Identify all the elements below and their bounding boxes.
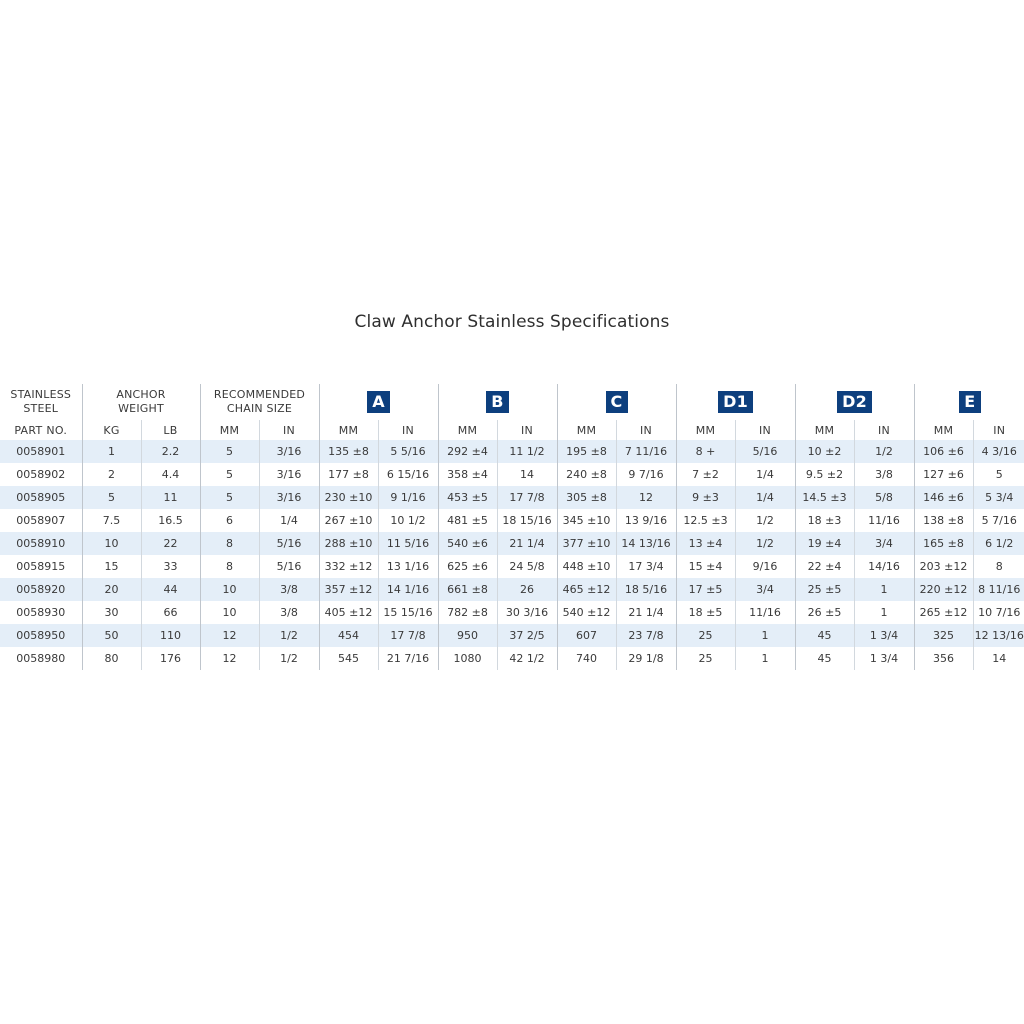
table-cell: 1/4	[735, 463, 795, 486]
part-number-cell: 0058950	[0, 624, 82, 647]
table-cell: 661 ±8	[438, 578, 497, 601]
table-cell: 5	[82, 486, 141, 509]
subheader-cell: MM	[200, 420, 259, 440]
table-cell: 110	[141, 624, 200, 647]
table-cell: 14 1/16	[378, 578, 438, 601]
table-cell: 3/8	[259, 601, 319, 624]
table-cell: 10	[200, 601, 259, 624]
table-cell: 5 7/16	[973, 509, 1024, 532]
dimension-badge: C	[606, 391, 628, 413]
table-cell: 3/16	[259, 486, 319, 509]
table-cell: 203 ±12	[914, 555, 973, 578]
table-cell: 11 1/2	[497, 440, 557, 463]
table-cell: 22 ±4	[795, 555, 854, 578]
table-cell: 288 ±10	[319, 532, 378, 555]
table-cell: 19 ±4	[795, 532, 854, 555]
header-dimension-e	[914, 384, 1024, 420]
table-cell: 14	[973, 647, 1024, 670]
subheader-cell: IN	[854, 420, 914, 440]
header-line: STAINLESS	[10, 388, 72, 401]
part-number-cell: 0058980	[16, 652, 66, 665]
table-cell: 481 ±5	[438, 509, 497, 532]
part-number-cell: 0058907	[16, 514, 66, 527]
header-dimension-d2	[795, 384, 914, 420]
table-cell: 9 7/16	[616, 463, 676, 486]
table-row	[0, 601, 1024, 624]
table-row	[0, 647, 1024, 670]
header-dimension-d1	[676, 384, 795, 420]
subheader-cell: IN	[616, 420, 676, 440]
subheader-cell: KG	[82, 420, 141, 440]
table-cell: 25 ±5	[795, 578, 854, 601]
table-cell: 1/2	[259, 647, 319, 670]
table-cell: 8	[973, 555, 1024, 578]
table-cell: 5	[200, 463, 259, 486]
table-cell: 12	[200, 624, 259, 647]
part-number-cell: 0058930	[16, 606, 66, 619]
table-cell: 15 ±4	[676, 555, 735, 578]
table-cell: 5 3/4	[973, 486, 1024, 509]
table-cell: 357 ±12	[319, 578, 378, 601]
table-cell: 50	[82, 624, 141, 647]
subheader-cell: IN	[735, 420, 795, 440]
table-cell: 13 ±4	[676, 532, 735, 555]
header-anchor-weight	[82, 384, 200, 420]
subheader-cell: MM	[319, 420, 378, 440]
table-cell: 454	[319, 624, 378, 647]
table-cell: 220 ±12	[914, 578, 973, 601]
table-cell: 11	[141, 486, 200, 509]
table-cell: 13 9/16	[616, 509, 676, 532]
table-cell: 12 13/16	[973, 624, 1024, 647]
table-cell: 177 ±8	[319, 463, 378, 486]
table-cell: 24 5/8	[497, 555, 557, 578]
table-cell: 21 7/16	[378, 647, 438, 670]
table-cell: 10	[200, 578, 259, 601]
table-cell: 15 15/16	[378, 601, 438, 624]
table-row	[0, 509, 1024, 532]
page-title: Claw Anchor Stainless Specifications	[354, 312, 670, 332]
table-cell: 1/4	[735, 486, 795, 509]
table-cell: 740	[557, 647, 616, 670]
table-cell: 23 7/8	[616, 624, 676, 647]
table-cell: 325	[914, 624, 973, 647]
table-cell: 6	[200, 509, 259, 532]
table-cell: 1/2	[735, 532, 795, 555]
table-body	[0, 440, 1024, 670]
dimension-badge: D2	[837, 391, 872, 413]
header-row	[0, 384, 1024, 420]
table-cell: 21 1/4	[616, 601, 676, 624]
table-cell: 5	[200, 486, 259, 509]
table-cell: 1/4	[259, 509, 319, 532]
subheader-cell: LB	[141, 420, 200, 440]
table-cell: 453 ±5	[438, 486, 497, 509]
table-cell: 37 2/5	[497, 624, 557, 647]
subheader-cell: IN	[378, 420, 438, 440]
table-cell: 540 ±6	[438, 532, 497, 555]
table-cell: 8	[200, 532, 259, 555]
table-cell: 165 ±8	[914, 532, 973, 555]
table-cell: 20	[82, 578, 141, 601]
table-cell: 1	[854, 578, 914, 601]
table-cell: 8	[200, 555, 259, 578]
dimension-badge: D1	[718, 391, 753, 413]
part-number-cell: 0058910	[0, 532, 82, 555]
table-cell: 45	[795, 624, 854, 647]
table-cell: 7.5	[82, 509, 141, 532]
table-cell: 12	[616, 486, 676, 509]
table-cell: 5 5/16	[378, 440, 438, 463]
table-cell: 292 ±4	[438, 440, 497, 463]
table-cell: 267 ±10	[319, 509, 378, 532]
part-number-cell: 0058920	[0, 578, 82, 601]
table-cell: 25	[676, 647, 735, 670]
table-cell: 240 ±8	[557, 463, 616, 486]
header-line: RECOMMENDED	[213, 388, 306, 401]
table-cell: 10 ±2	[795, 440, 854, 463]
part-number-cell: 0058905	[0, 486, 82, 509]
table-cell: 18 15/16	[497, 509, 557, 532]
table-cell: 7 11/16	[616, 440, 676, 463]
table-cell: 42 1/2	[497, 647, 557, 670]
table-cell: 18 ±3	[795, 509, 854, 532]
table-row	[0, 624, 1024, 647]
table-cell: 625 ±6	[438, 555, 497, 578]
subheader-cell: MM	[557, 420, 616, 440]
table-cell: 21 1/4	[497, 532, 557, 555]
table-cell: 540 ±12	[557, 601, 616, 624]
table-row	[0, 578, 1024, 601]
part-number-cell: 0058915	[16, 560, 66, 573]
table-cell: 1 3/4	[854, 647, 914, 670]
table-cell: 1080	[438, 647, 497, 670]
table-cell: 2.2	[141, 440, 200, 463]
table-cell: 3/8	[259, 578, 319, 601]
table-cell: 305 ±8	[557, 486, 616, 509]
table-cell: 6 15/16	[378, 463, 438, 486]
subheader-row	[0, 420, 1024, 440]
table-cell: 17 3/4	[616, 555, 676, 578]
table-cell: 3/4	[735, 578, 795, 601]
header-dimension-a	[319, 384, 438, 420]
table-cell: 9 ±3	[676, 486, 735, 509]
table-cell: 545	[319, 647, 378, 670]
table-cell: 16.5	[141, 509, 200, 532]
table-cell: 356	[914, 647, 973, 670]
subheader-cell: MM	[438, 420, 497, 440]
table-cell: 30 3/16	[497, 601, 557, 624]
table-cell: 1	[854, 601, 914, 624]
table-cell: 1/2	[259, 624, 319, 647]
table-cell: 8 11/16	[973, 578, 1024, 601]
table-cell: 1 3/4	[854, 624, 914, 647]
table-cell: 3/4	[854, 532, 914, 555]
table-cell: 26 ±5	[795, 601, 854, 624]
table-cell: 127 ±6	[914, 463, 973, 486]
table-cell: 135 ±8	[319, 440, 378, 463]
part-number-cell: 0058902	[16, 468, 66, 481]
table-cell: 18 5/16	[616, 578, 676, 601]
table-cell: 30	[82, 601, 141, 624]
table-cell: 5	[973, 463, 1024, 486]
table-cell: 345 ±10	[557, 509, 616, 532]
table-cell: 5	[200, 440, 259, 463]
table-row	[0, 463, 1024, 486]
subheader-cell: PART NO.	[14, 423, 68, 437]
table-cell: 138 ±8	[914, 509, 973, 532]
table-cell: 44	[141, 578, 200, 601]
header-line: ANCHOR	[116, 388, 166, 401]
subheader-cell: IN	[973, 420, 1024, 440]
table-cell: 11 5/16	[378, 532, 438, 555]
table-cell: 3/16	[259, 440, 319, 463]
table-cell: 1	[82, 440, 141, 463]
table-cell: 9 1/16	[378, 486, 438, 509]
header-line: CHAIN SIZE	[226, 402, 293, 415]
table-cell: 7 ±2	[676, 463, 735, 486]
table-cell: 6 1/2	[973, 532, 1024, 555]
subheader-cell: IN	[497, 420, 557, 440]
table-cell: 9/16	[735, 555, 795, 578]
table-cell: 10 7/16	[973, 601, 1024, 624]
table-cell: 14.5 ±3	[795, 486, 854, 509]
subheader-cell: MM	[676, 420, 735, 440]
table-cell: 1/2	[735, 509, 795, 532]
table-cell: 265 ±12	[914, 601, 973, 624]
table-cell: 405 ±12	[319, 601, 378, 624]
dimension-badge: B	[486, 391, 508, 413]
table-cell: 15	[82, 555, 141, 578]
subheader-cell: MM	[914, 420, 973, 440]
dimension-badge: E	[959, 391, 981, 413]
table-cell: 176	[141, 647, 200, 670]
part-number-cell: 0058901	[0, 440, 82, 463]
table-cell: 12.5 ±3	[676, 509, 735, 532]
table-cell: 195 ±8	[557, 440, 616, 463]
subheader-cell: MM	[795, 420, 854, 440]
header-dimension-b	[438, 384, 557, 420]
table-cell: 950	[438, 624, 497, 647]
table-cell: 1	[735, 624, 795, 647]
table-cell: 448 ±10	[557, 555, 616, 578]
table-cell: 80	[82, 647, 141, 670]
table-cell: 8 +	[676, 440, 735, 463]
header-dimension-c	[557, 384, 676, 420]
table-cell: 3/8	[854, 463, 914, 486]
header-stainless-steel	[0, 384, 82, 420]
table-cell: 14 13/16	[616, 532, 676, 555]
table-cell: 11/16	[735, 601, 795, 624]
table-cell: 377 ±10	[557, 532, 616, 555]
table-cell: 782 ±8	[438, 601, 497, 624]
table-cell: 3/16	[259, 463, 319, 486]
table-row	[0, 486, 1024, 509]
table-cell: 358 ±4	[438, 463, 497, 486]
table-cell: 146 ±6	[914, 486, 973, 509]
table-cell: 12	[200, 647, 259, 670]
header-chain-size	[200, 384, 319, 420]
table-cell: 14	[497, 463, 557, 486]
header-line: STEEL	[23, 402, 59, 415]
table-cell: 14/16	[854, 555, 914, 578]
table-cell: 29 1/8	[616, 647, 676, 670]
table-cell: 13 1/16	[378, 555, 438, 578]
table-cell: 66	[141, 601, 200, 624]
table-cell: 1/2	[854, 440, 914, 463]
table-cell: 10 1/2	[378, 509, 438, 532]
table-cell: 5/16	[735, 440, 795, 463]
table-cell: 1	[735, 647, 795, 670]
table-cell: 5/16	[259, 532, 319, 555]
table-cell: 9.5 ±2	[795, 463, 854, 486]
table-cell: 17 ±5	[676, 578, 735, 601]
table-cell: 106 ±6	[914, 440, 973, 463]
table-cell: 33	[141, 555, 200, 578]
subheader-cell: IN	[259, 420, 319, 440]
dimension-badge: A	[367, 391, 390, 413]
table-row	[0, 532, 1024, 555]
table-cell: 2	[82, 463, 141, 486]
header-line: WEIGHT	[118, 402, 164, 415]
table-cell: 4.4	[141, 463, 200, 486]
table-cell: 25	[676, 624, 735, 647]
table-cell: 17 7/8	[378, 624, 438, 647]
table-cell: 5/16	[259, 555, 319, 578]
table-row	[0, 555, 1024, 578]
table-cell: 332 ±12	[319, 555, 378, 578]
table-cell: 11/16	[854, 509, 914, 532]
table-row	[0, 440, 1024, 463]
table-cell: 607	[557, 624, 616, 647]
table-cell: 465 ±12	[557, 578, 616, 601]
table-cell: 18 ±5	[676, 601, 735, 624]
table-cell: 22	[141, 532, 200, 555]
table-cell: 10	[82, 532, 141, 555]
table-cell: 4 3/16	[973, 440, 1024, 463]
spec-table	[0, 384, 1024, 670]
table-cell: 17 7/8	[497, 486, 557, 509]
table-cell: 5/8	[854, 486, 914, 509]
table-cell: 230 ±10	[319, 486, 378, 509]
table-cell: 26	[497, 578, 557, 601]
table-cell: 45	[795, 647, 854, 670]
